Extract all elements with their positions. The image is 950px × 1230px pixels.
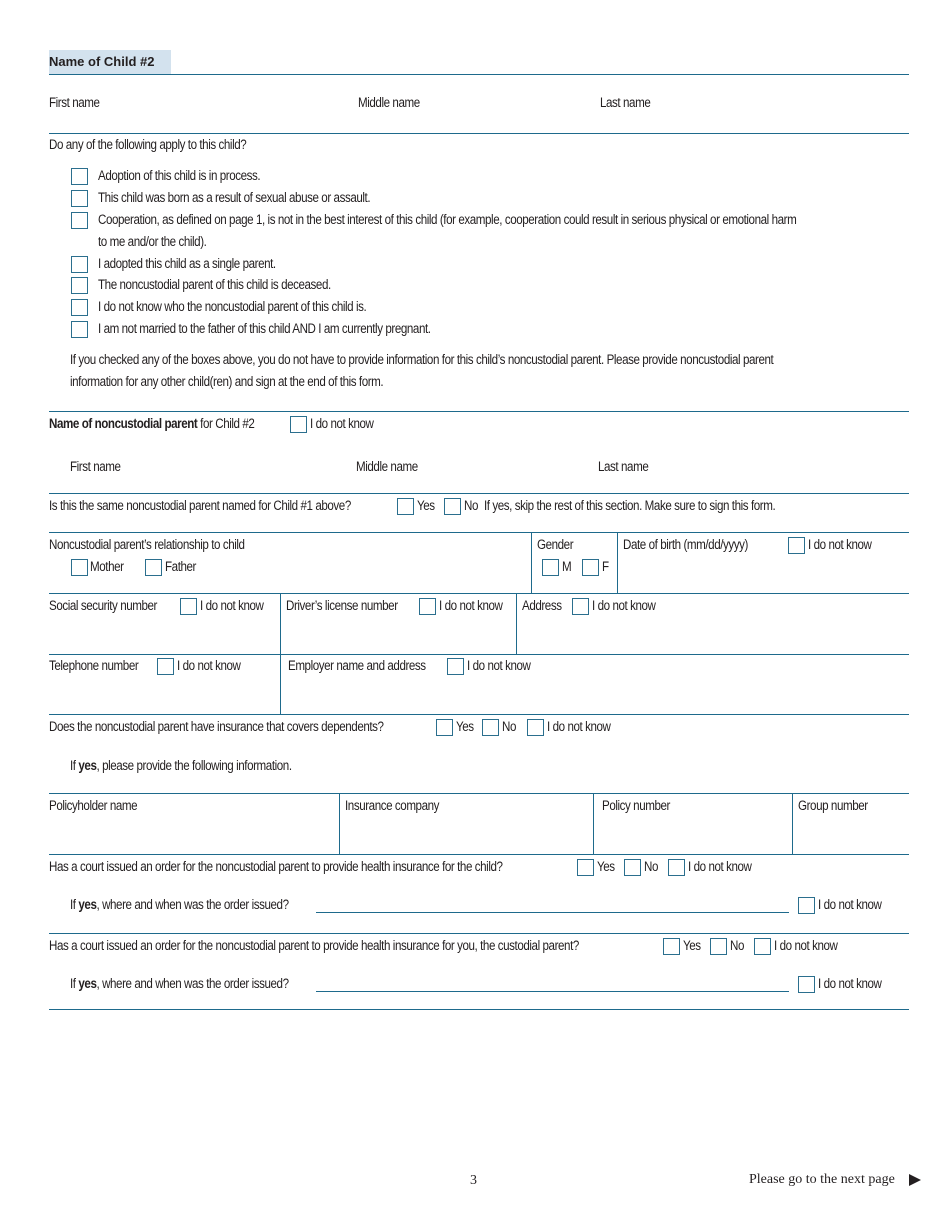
court-child-no-checkbox[interactable] — [624, 859, 641, 876]
group-number-label: Group number — [798, 798, 868, 813]
father-checkbox[interactable] — [145, 559, 162, 576]
divider — [49, 532, 909, 533]
child-last-name-label: Last name — [600, 95, 651, 110]
insurance-unknown-checkbox[interactable] — [527, 719, 544, 736]
insurance-no-checkbox[interactable] — [482, 719, 499, 736]
dont-know-label: I do not know — [467, 658, 531, 673]
yes-label: Yes — [456, 719, 474, 734]
dont-know-label: I do not know — [688, 859, 752, 874]
ncp-title-bold: Name of noncustodial parent — [49, 416, 198, 431]
ncp-last-name-label: Last name — [598, 459, 649, 474]
apply-note: If you checked any of the boxes above, you do not have to provide information for this child’s noncustodial parent. Please provide noncustodial parent — [70, 352, 774, 367]
column-divider — [593, 793, 594, 854]
same-parent-note: If yes, skip the rest of this section. Make sure to sign this form. — [484, 498, 776, 513]
child-first-name-label: First name — [49, 95, 100, 110]
court-custodial-order-unknown-checkbox[interactable] — [798, 976, 815, 993]
ssn-label: Social security number — [49, 598, 157, 613]
child-middle-name-label: Middle name — [358, 95, 420, 110]
dl-label: Driver’s license number — [286, 598, 398, 613]
apply-option-label: Adoption of this child is in process. — [98, 168, 261, 183]
cooperation-not-best-interest-checkbox[interactable] — [71, 212, 88, 229]
address-label: Address — [522, 598, 562, 613]
apply-question: Do any of the following apply to this child? — [49, 137, 247, 152]
if-yes-pre: If — [70, 976, 79, 991]
employer-unknown-checkbox[interactable] — [447, 658, 464, 675]
court-child-question: Has a court issued an order for the noncustodial parent to provide health insurance for the child? — [49, 859, 503, 874]
apply-option-label: I adopted this child as a single parent. — [98, 256, 276, 271]
dont-know-label: I do not know — [310, 416, 374, 431]
divider — [49, 133, 909, 134]
court-child-yes-checkbox[interactable] — [577, 859, 594, 876]
dont-know-label: I do not know — [818, 897, 882, 912]
ncp-middle-name-label: Middle name — [356, 459, 418, 474]
no-label: No — [644, 859, 658, 874]
divider — [49, 493, 909, 494]
not-married-pregnant-checkbox[interactable] — [71, 321, 88, 338]
address-unknown-checkbox[interactable] — [572, 598, 589, 615]
apply-option-label: This child was born as a result of sexual abuse or assault. — [98, 190, 371, 205]
yes-label: Yes — [417, 498, 435, 513]
relationship-label: Noncustodial parent’s relationship to child — [49, 537, 245, 552]
born-from-abuse-checkbox[interactable] — [71, 190, 88, 207]
yes-label: Yes — [683, 938, 701, 953]
column-divider — [339, 793, 340, 854]
if-yes-bold: yes — [78, 976, 97, 991]
column-divider — [792, 793, 793, 854]
parent-unknown-checkbox[interactable] — [71, 299, 88, 316]
policyholder-label: Policyholder name — [49, 798, 138, 813]
insurance-yes-checkbox[interactable] — [436, 719, 453, 736]
dont-know-label: I do not know — [439, 598, 503, 613]
ncp-title — [49, 417, 254, 431]
if-yes-bold: yes — [78, 897, 97, 912]
if-yes-post: , where and when was the order issued? — [96, 897, 289, 912]
ncp-name-unknown-checkbox[interactable] — [290, 416, 307, 433]
next-page-arrow-icon — [909, 1174, 921, 1186]
next-page-text: Please go to the next page — [749, 1172, 895, 1187]
if-yes-pre: If — [70, 758, 79, 773]
parent-deceased-checkbox[interactable] — [71, 277, 88, 294]
page-number: 3 — [470, 1173, 477, 1188]
dont-know-label: I do not know — [177, 658, 241, 673]
divider — [49, 411, 909, 412]
adopted-single-parent-checkbox[interactable] — [71, 256, 88, 273]
mother-checkbox[interactable] — [71, 559, 88, 576]
ncp-title-rest: for Child #2 — [200, 416, 255, 431]
phone-unknown-checkbox[interactable] — [157, 658, 174, 675]
dont-know-label: I do not know — [200, 598, 264, 613]
gender-f-checkbox[interactable] — [582, 559, 599, 576]
if-yes-where — [70, 898, 289, 912]
dont-know-label: I do not know — [592, 598, 656, 613]
divider — [49, 933, 909, 934]
dont-know-label: I do not know — [818, 976, 882, 991]
dl-unknown-checkbox[interactable] — [419, 598, 436, 615]
insurance-question: Does the noncustodial parent have insurance that covers dependents? — [49, 719, 384, 734]
dont-know-label: I do not know — [808, 537, 872, 552]
court-child-order-unknown-checkbox[interactable] — [798, 897, 815, 914]
phone-label: Telephone number — [49, 658, 139, 673]
court-custodial-order-field[interactable] — [316, 991, 789, 992]
dont-know-label: I do not know — [547, 719, 611, 734]
divider — [49, 714, 909, 715]
dont-know-label: I do not know — [774, 938, 838, 953]
policy-number-label: Policy number — [602, 798, 670, 813]
dob-unknown-checkbox[interactable] — [788, 537, 805, 554]
court-custodial-question: Has a court issued an order for the noncustodial parent to provide health insurance for you, the custodial parent? — [49, 938, 579, 953]
divider — [49, 74, 909, 75]
if-yes-info — [70, 759, 292, 773]
same-parent-yes-checkbox[interactable] — [397, 498, 414, 515]
section-title: Name of Child #2 — [49, 54, 155, 69]
apply-option-label: The noncustodial parent of this child is deceased. — [98, 277, 331, 292]
divider — [49, 593, 909, 594]
if-yes-post: , where and when was the order issued? — [96, 976, 289, 991]
gender-m-label: M — [562, 559, 572, 574]
apply-option-label: I do not know who the noncustodial parent of this child is. — [98, 299, 367, 314]
apply-option-label: Cooperation, as defined on page 1, is not in the best interest of this child (for example, cooperation could result in serious physical or emotional harm — [98, 212, 797, 227]
if-yes-where — [70, 977, 289, 991]
column-divider — [516, 593, 517, 654]
apply-option-label: I am not married to the father of this child AND I am currently pregnant. — [98, 321, 431, 336]
court-custodial-yes-checkbox[interactable] — [663, 938, 680, 955]
father-label: Father — [165, 559, 196, 574]
no-label: No — [730, 938, 744, 953]
if-yes-post: , please provide the following information. — [96, 758, 292, 773]
same-parent-no-checkbox[interactable] — [444, 498, 461, 515]
if-yes-bold: yes — [78, 758, 97, 773]
apply-option-label-cont: to me and/or the child). — [98, 234, 207, 249]
gender-m-checkbox[interactable] — [542, 559, 559, 576]
apply-note: information for any other child(ren) and sign at the end of this form. — [70, 374, 384, 389]
ncp-first-name-label: First name — [70, 459, 121, 474]
gender-f-label: F — [602, 559, 609, 574]
divider — [49, 854, 909, 855]
divider — [49, 654, 909, 655]
no-label: No — [502, 719, 516, 734]
mother-label: Mother — [90, 559, 124, 574]
court-child-order-field[interactable] — [316, 912, 789, 913]
column-divider — [617, 532, 618, 593]
ssn-unknown-checkbox[interactable] — [180, 598, 197, 615]
court-custodial-unknown-checkbox[interactable] — [754, 938, 771, 955]
insurance-company-label: Insurance company — [345, 798, 440, 813]
dob-label: Date of birth (mm/dd/yyyy) — [623, 537, 748, 552]
divider — [49, 1009, 909, 1010]
adoption-in-process-checkbox[interactable] — [71, 168, 88, 185]
column-divider — [531, 532, 532, 593]
court-child-unknown-checkbox[interactable] — [668, 859, 685, 876]
employer-label: Employer name and address — [288, 658, 426, 673]
no-label: No — [464, 498, 478, 513]
court-custodial-no-checkbox[interactable] — [710, 938, 727, 955]
if-yes-pre: If — [70, 897, 79, 912]
divider — [49, 793, 909, 794]
yes-label: Yes — [597, 859, 615, 874]
same-parent-question: Is this the same noncustodial parent named for Child #1 above? — [49, 498, 351, 513]
gender-label: Gender — [537, 537, 574, 552]
